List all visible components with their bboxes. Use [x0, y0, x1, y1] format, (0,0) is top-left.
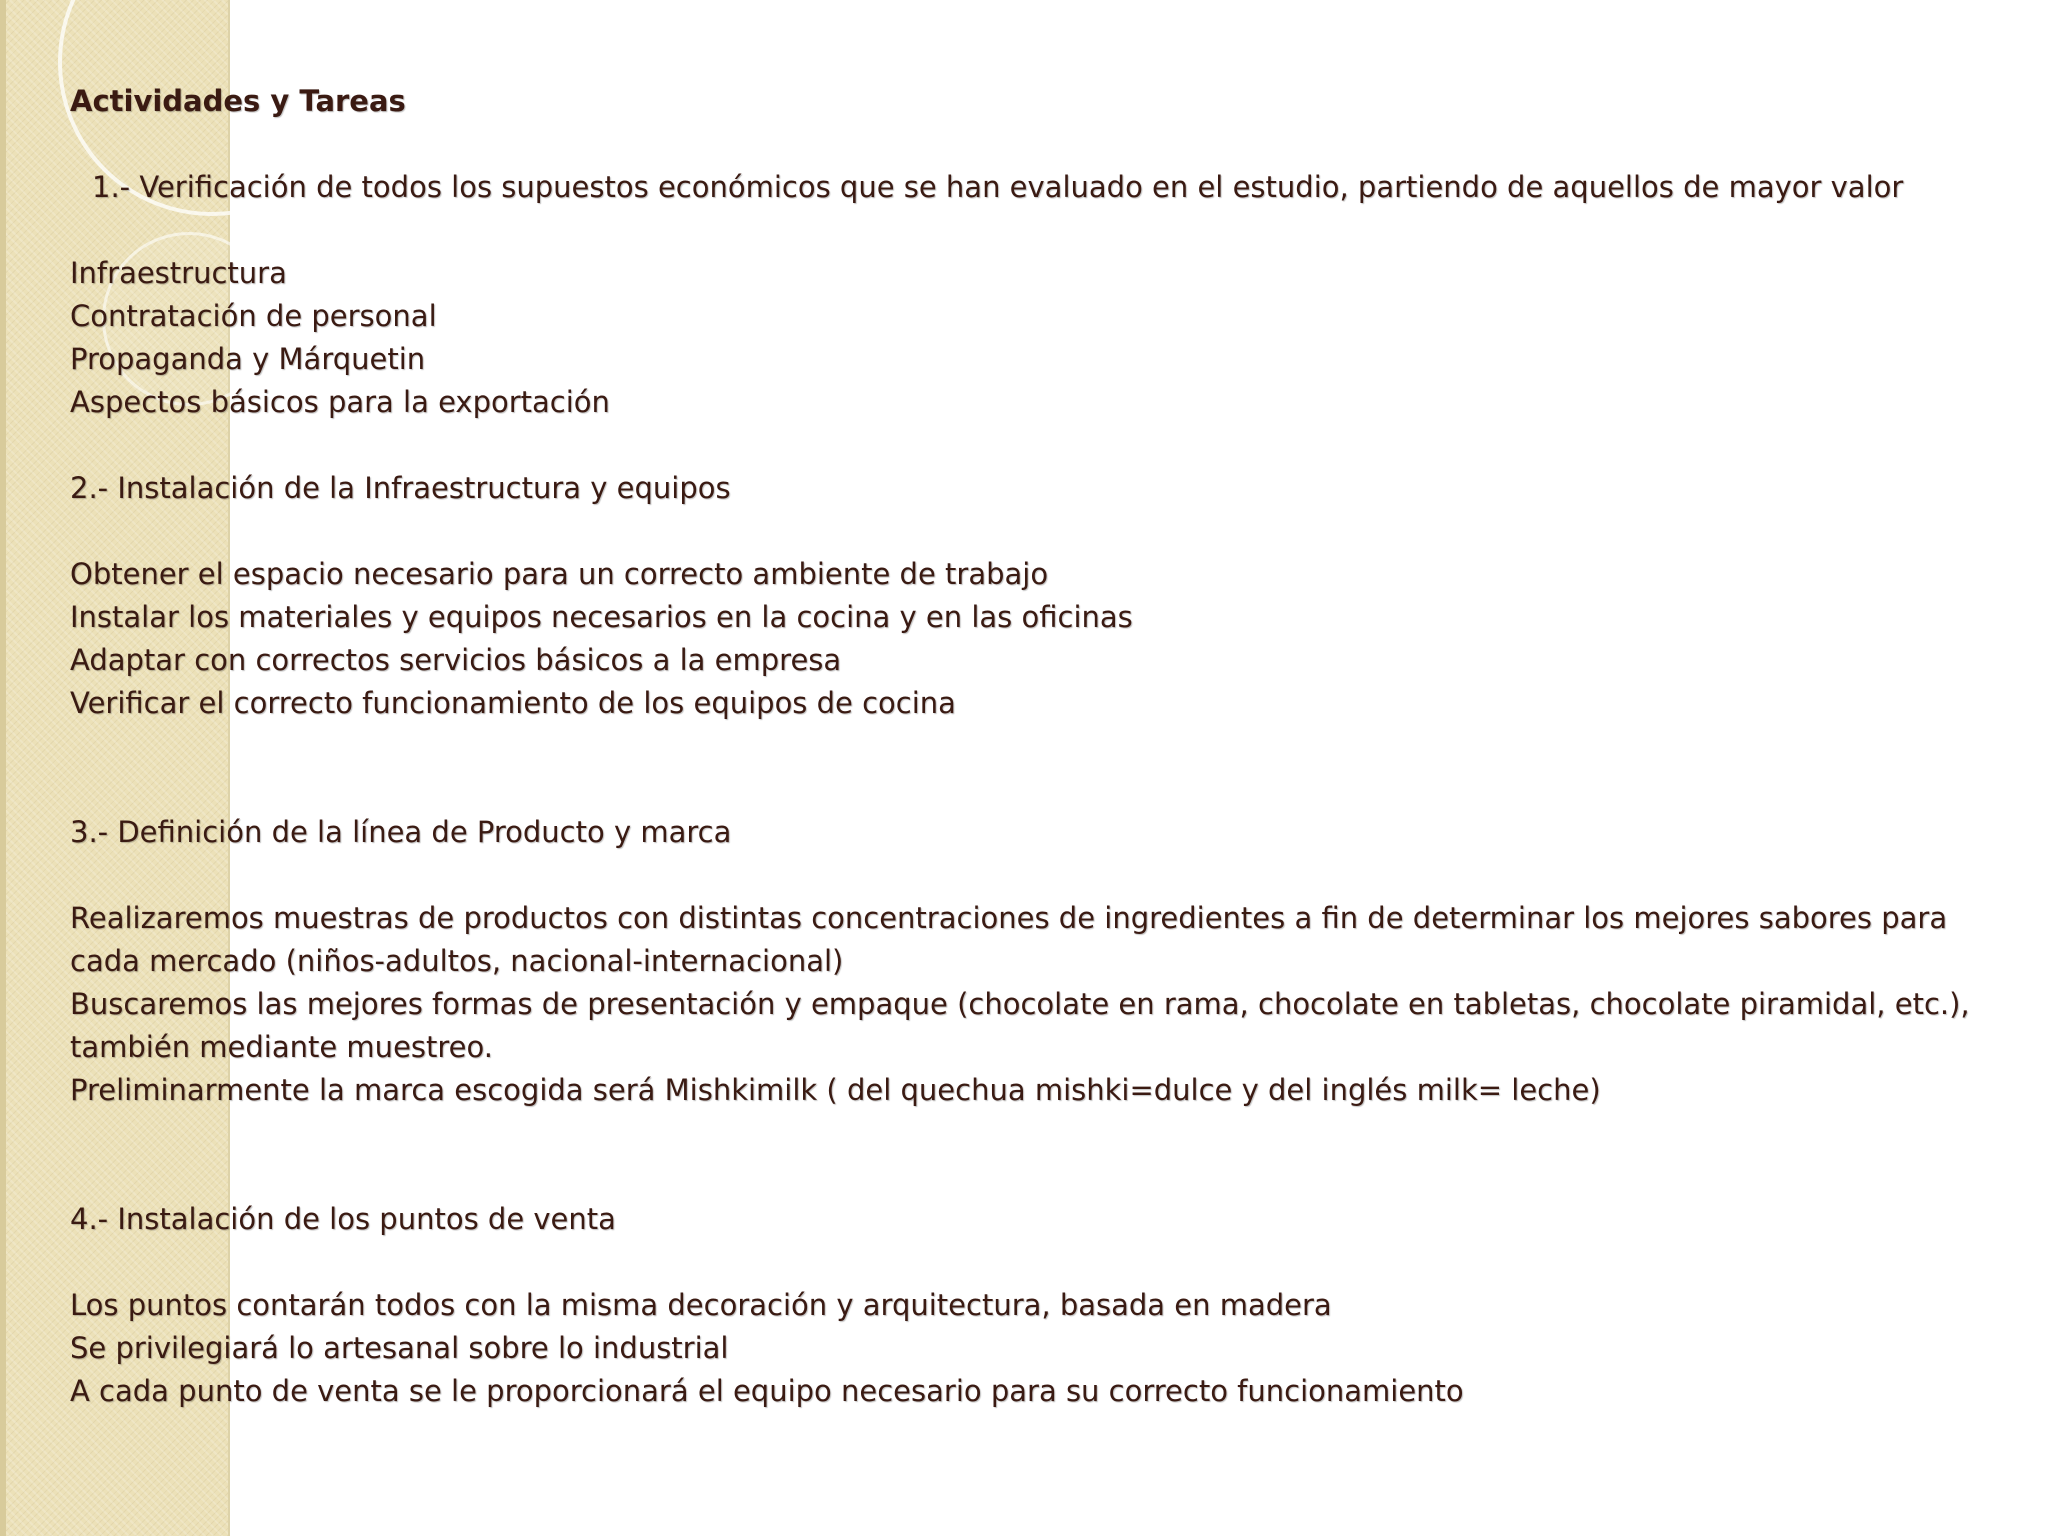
- section-3-heading: 3.- Definición de la línea de Producto y marca: [70, 815, 732, 849]
- section-2-item: Adaptar con correctos servicios básicos a la empresa: [70, 643, 842, 677]
- section-4-heading: 4.- Instalación de los puntos de venta: [70, 1202, 616, 1236]
- section-1-item: Propaganda y Márquetin: [70, 342, 426, 376]
- section-3-item: Buscaremos las mejores formas de presentación y empaque (chocolate en rama, chocolate en tabletas, chocolate piramidal, etc.), también mediante muestreo.: [70, 987, 1970, 1064]
- section-4-item: A cada punto de venta se le proporcionará el equipo necesario para su correcto funcionamiento: [70, 1374, 1464, 1408]
- section-1-item: Aspectos básicos para la exportación: [70, 385, 610, 419]
- section-4-item: Los puntos contarán todos con la misma decoración y arquitectura, basada en madera: [70, 1288, 1332, 1322]
- section-3-item: Realizaremos muestras de productos con distintas concentraciones de ingredientes a fin de determinar los mejores sabores para cada mercado (niños-adultos, nacional-internacional): [70, 901, 1948, 978]
- section-1-item: Infraestructura: [70, 256, 287, 290]
- section-1-item: Contratación de personal: [70, 299, 437, 333]
- slide-content: [70, 80, 1990, 1413]
- section-3-item: Preliminarmente la marca escogida será Mishkimilk ( del quechua mishki=dulce y del inglés milk= leche): [70, 1073, 1601, 1107]
- section-4-item: Se privilegiará lo artesanal sobre lo industrial: [70, 1331, 729, 1365]
- section-2-item: Obtener el espacio necesario para un correcto ambiente de trabajo: [70, 557, 1049, 591]
- band-edge: [0, 0, 6, 1536]
- section-2-heading: 2.- Instalación de la Infraestructura y equipos: [70, 471, 731, 505]
- section-2-item: Verificar el correcto funcionamiento de los equipos de cocina: [70, 686, 956, 720]
- section-1-heading: 1.- Verificación de todos los supuestos económicos que se han evaluado en el estudio, partiendo de aquellos de mayor valor: [92, 170, 1904, 204]
- slide-title: Actividades y Tareas: [70, 84, 406, 118]
- section-2-item: Instalar los materiales y equipos necesarios en la cocina y en las oficinas: [70, 600, 1133, 634]
